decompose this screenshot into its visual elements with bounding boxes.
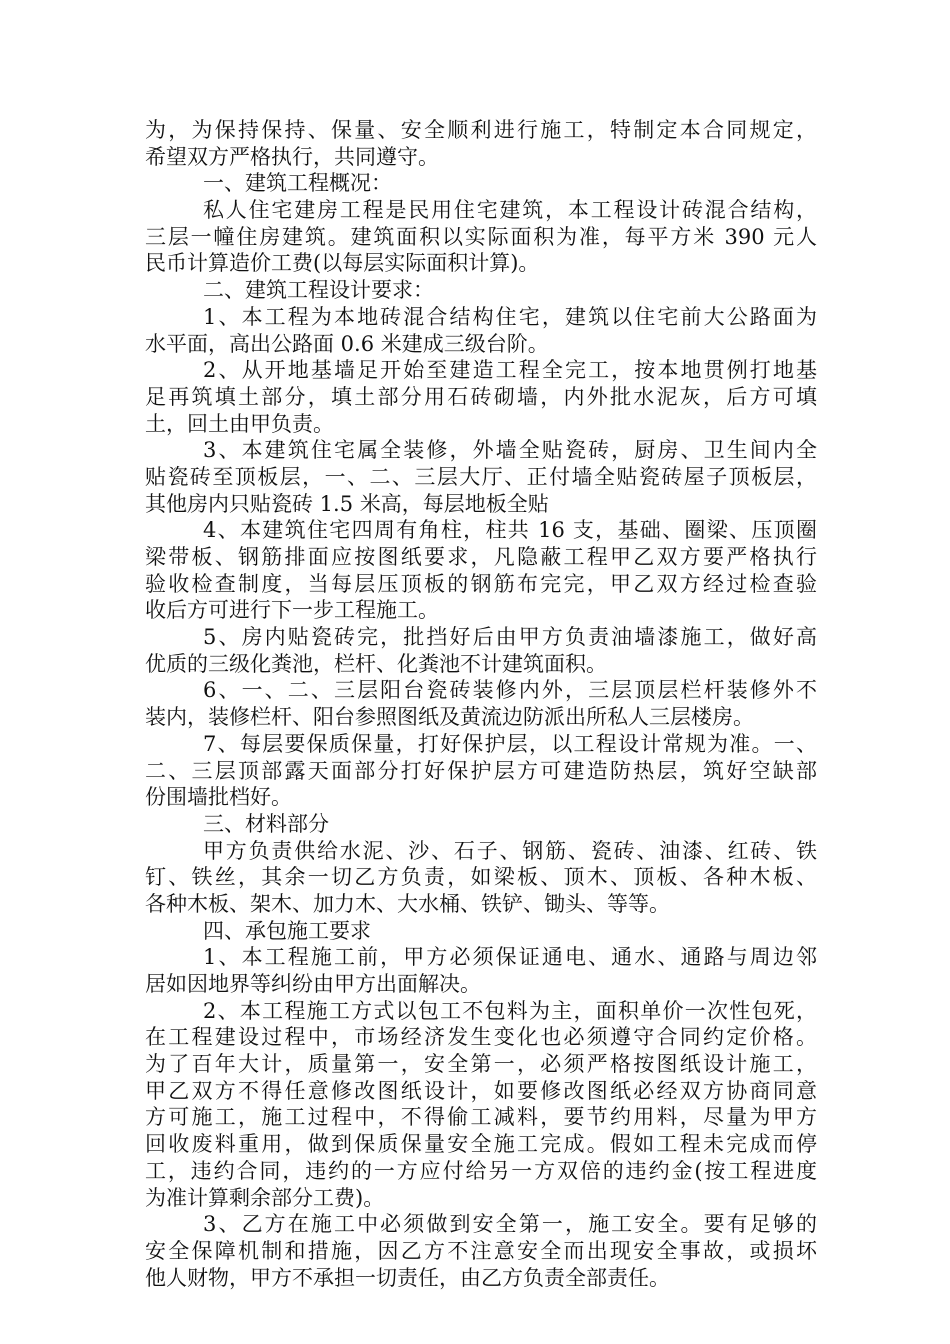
text-line: 1、本工程为本地砖混合结构住宅，建筑以住宅前大公路面为: [203, 304, 817, 329]
text-line: 6、一、二、三层阳台瓷砖装修内外，三层顶层栏杆装修外不: [203, 678, 817, 703]
text-line: 收后方可进行下一步工程施工。: [145, 598, 439, 623]
text-line: 三层一幢住房建筑。建筑面积以实际面积为准，每平方米 390 元人: [145, 224, 817, 249]
text-line: 甲乙双方不得任意修改图纸设计，如要修改图纸必经双方协商同意: [145, 1078, 817, 1103]
document-page: [145, 117, 817, 1291]
contract-item-2: [145, 998, 817, 1212]
text-line: 方可施工，施工过程中，不得偷工减料，要节约用料，尽量为甲方: [145, 1105, 817, 1130]
text-line: 为，为保持保持、保量、安全顺利进行施工，特制定本合同规定，: [145, 118, 817, 142]
section-heading-4: [145, 918, 817, 945]
text-line: 其他房内只贴瓷砖 1.5 米高，每层地板全贴: [145, 491, 549, 516]
text-line: 3、乙方在施工中必须做到安全第一，施工安全。要有足够的: [203, 1212, 817, 1237]
contract-item-1: [145, 944, 817, 997]
text-line: 各种木板、架木、加力木、大水桶、铁铲、锄头、等等。: [145, 891, 670, 916]
text-line: 安全保障机制和措施，因乙方不注意安全而出现安全事故，或损坏: [145, 1238, 817, 1263]
text-line: 验收检查制度，当每层压顶板的钢筋布完完，甲乙双方经过检查验: [145, 571, 817, 596]
text-line: 私人住宅建房工程是民用住宅建筑，本工程设计砖混合结构，: [203, 198, 817, 223]
design-item-2: [145, 357, 817, 437]
design-item-4: [145, 517, 817, 624]
text-line: 1、本工程施工前，甲方必须保证通电、通水、通路与周边邻: [203, 945, 817, 970]
design-item-1: [145, 304, 817, 357]
text-line: 为了百年大计，质量第一，安全第一，必须严格按图纸设计施工，: [145, 1052, 817, 1077]
text-line: 贴瓷砖至顶板层，一、二、三层大厅、正付墙全贴瓷砖屋子顶板层，: [145, 464, 817, 489]
text-line: 居如因地界等纠纷由甲方出面解决。: [145, 972, 481, 996]
text-line: 为准计算剩余部分工费)。: [145, 1185, 385, 1210]
text-line: 民币计算造价工费(以每层实际面积计算)。: [145, 251, 540, 276]
text-line: 二、三层顶部露天面部分打好保护层方可建造防热层，筑好空缺部: [145, 758, 817, 783]
text-line: 5、房内贴瓷砖完，批挡好后由甲方负责油墙漆施工，做好高: [203, 625, 817, 650]
text-line: 工，违约合同，违约的一方应付给另一方双倍的违约金(按工程进度: [145, 1158, 817, 1183]
contract-item-3: [145, 1211, 817, 1291]
text-line: 优质的三级化粪池，栏杆、化粪池不计建筑面积。: [145, 651, 607, 676]
overview-paragraph: [145, 197, 817, 277]
text-line: 水平面，高出公路面 0.6 米建成三级台阶。: [145, 331, 549, 356]
section-heading-1: [145, 170, 817, 197]
text-line: 份围墙批档好。: [145, 785, 292, 810]
text-line: 希望双方严格执行，共同遵守。: [145, 144, 439, 169]
design-item-6: [145, 677, 817, 730]
section-heading-3: [145, 811, 817, 838]
text-line: 二、建筑工程设计要求：: [203, 278, 434, 303]
text-line: 7、每层要保质保量，打好保护层，以工程设计常规为准。一、: [203, 731, 817, 756]
design-item-3: [145, 437, 817, 517]
design-item-7: [145, 731, 817, 811]
text-line: 三、材料部分: [203, 811, 329, 836]
text-line: 四、承包施工要求: [203, 918, 371, 943]
text-line: 回收废料重用，做到保质保量安全施工完成。假如工程未完成而停: [145, 1132, 817, 1157]
text-line: 梁带板、钢筋排面应按图纸要求，凡隐蔽工程甲乙双方要严格执行: [145, 545, 817, 569]
text-line: 装内，装修栏杆、阳台参照图纸及黄流边防派出所私人三层楼房。: [145, 705, 754, 730]
text-line: 一、建筑工程概况：: [203, 171, 392, 196]
text-line: 3、本建筑住宅属全装修，外墙全贴瓷砖，厨房、卫生间内全: [203, 438, 817, 463]
text-line: 足再筑填土部分，填土部分用石砖砌墙，内外批水泥灰，后方可填: [145, 384, 817, 409]
text-line: 土，回土由甲负责。: [145, 411, 334, 436]
intro-paragraph: [145, 117, 817, 170]
materials-paragraph: [145, 838, 817, 918]
text-line: 2、从开地基墙足开始至建造工程全完工，按本地贯例打地基: [203, 358, 817, 383]
text-line: 他人财物，甲方不承担一切责任，由乙方负责全部责任。: [145, 1265, 670, 1290]
text-line: 在工程建设过程中，市场经济发生变化也必须遵守合同约定价格。: [145, 1025, 817, 1050]
text-line: 钉、铁丝，其余一切乙方负责，如梁板、顶木、顶板、各种木板、: [145, 865, 817, 890]
section-heading-2: [145, 277, 817, 304]
design-item-5: [145, 624, 817, 677]
text-line: 2、本工程施工方式以包工不包料为主，面积单价一次性包死，: [203, 998, 817, 1023]
text-line: 甲方负责供给水泥、沙、石子、钢筋、瓷砖、油漆、红砖、铁: [203, 838, 817, 863]
text-line: 4、本建筑住宅四周有角柱，柱共 16 支，基础、圈梁、压顶圈: [203, 518, 817, 543]
